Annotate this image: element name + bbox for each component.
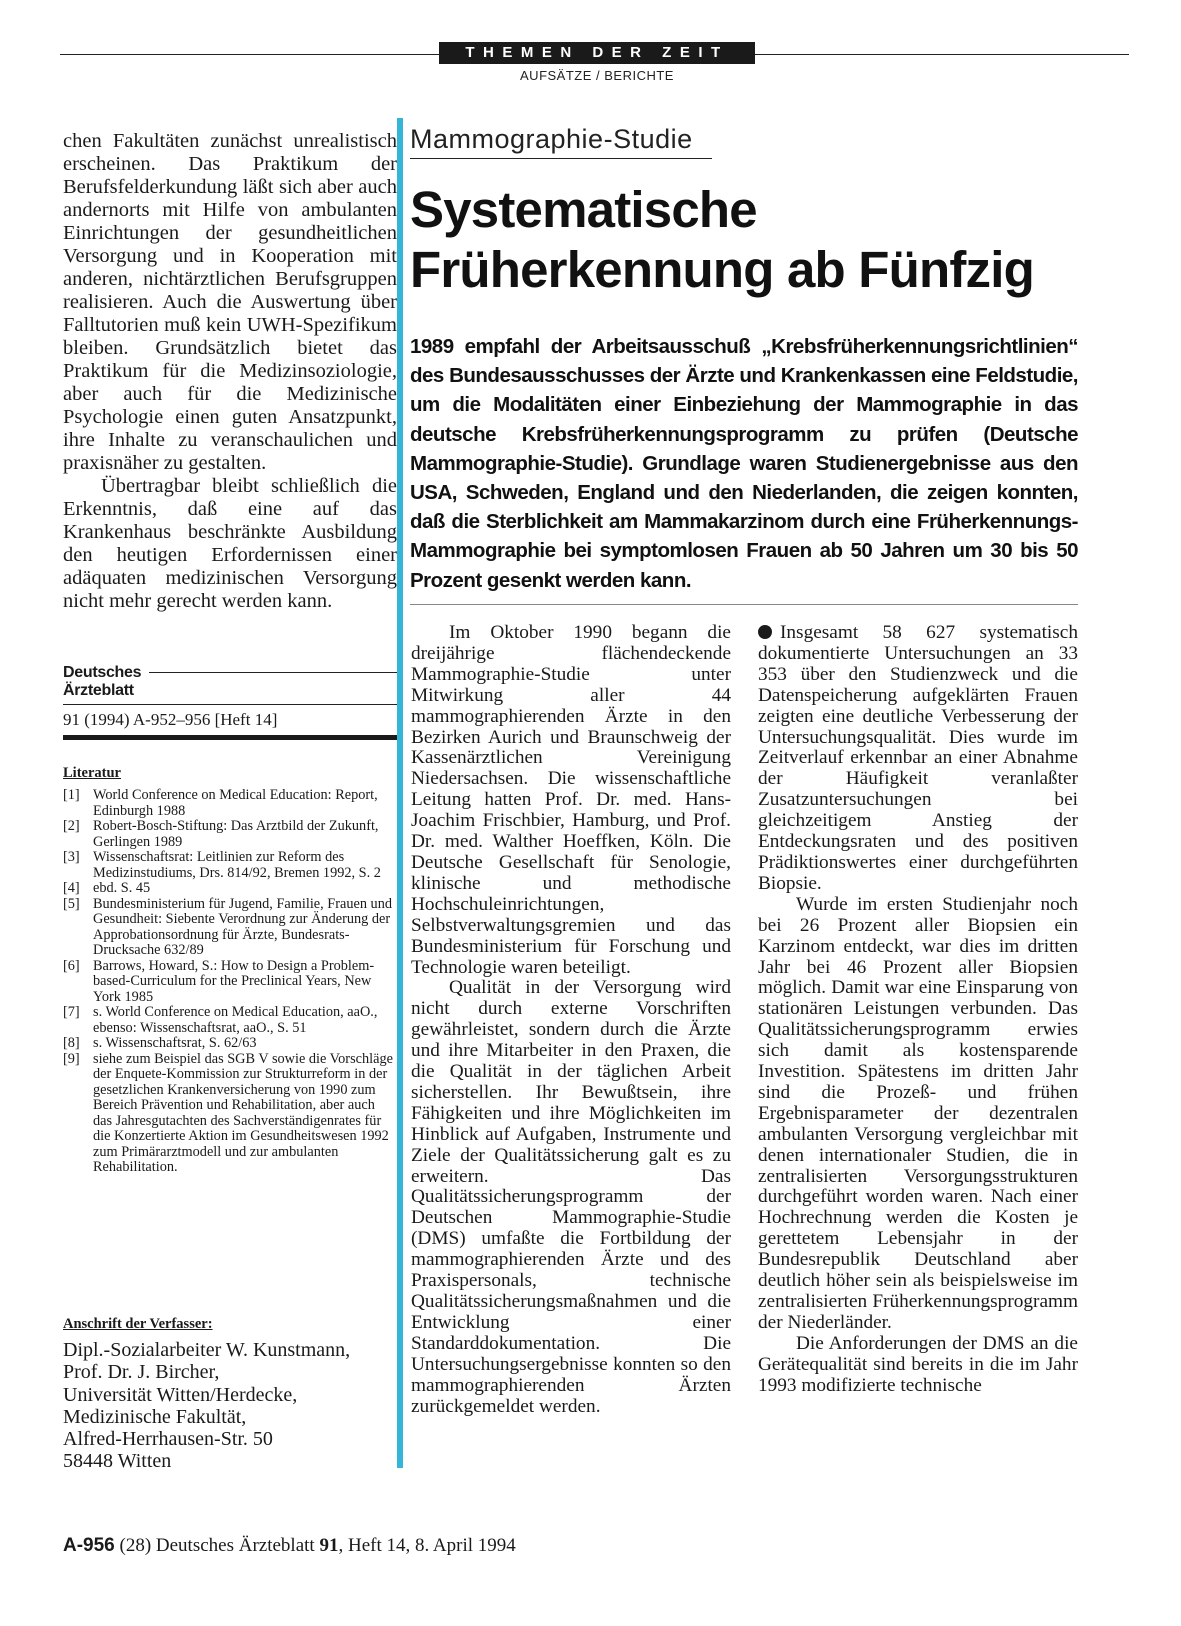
address-line: Alfred-Herrhausen-Str. 50 [63, 1428, 273, 1451]
left-paragraph: Übertragbar bleibt schließlich die Erkenntnis, daß eine auf das Krankenhaus beschränkte Ausbildung den heutigen Erfordernissen einer adäquaten medizinischen Versorgung nicht mehr gerecht werden kann. [63, 475, 397, 612]
literature-item [63, 819, 397, 850]
logo-rule [149, 672, 397, 673]
address-line: Dipl.-Sozialarbeiter W. Kunstmann, [63, 1339, 351, 1361]
literature-text: siehe zum Beispiel das SGB V sowie die Vorschläge der Enquete-Kommission zur Strukturreform in der gesetzlichen Krankenversicherung von 1990 zum Bereich Prävention und Rehabilitation, aber auch das Jahresgutachten des Sachverständigenrates für die Konzertierte Aktion im Gesundheitswesen 1992 zum Primärarztmodell und zur ambulanten Rehabilitation. [93, 1050, 393, 1175]
page-footer [63, 1535, 516, 1557]
address-line: Prof. Dr. J. Bircher, [63, 1361, 220, 1384]
article-paragraph: Wurde im ersten Studienjahr noch bei 26 Prozent aller Biopsien ein Karzinom entdeckt, war dies im dritten Jahr bei 46 Prozent aller Biopsien möglich. Damit war eine Einsparung von stationären Leistungen verbunden. Das Qualitätssicherungsprogramm erwies sich damit als kostensparende Investition. Spätestens im dritten Jahr sind die Prozeß- und frühen Ergebnisparameter der dezentralen ambulanten Versorgung vergleichbar mit denen internationaler Studien, die in zentralisierten Versorgungsstrukturen durchgeführt worden waren. Nach einer Hochrechnung werden die Kosten je gerettetem Lebensjahr in der Bundesrepublik Deutschland aber deutlich höher sein als beispielsweise im zentralisierten Früherkennungsprogramm der Niederländer. [758, 893, 1078, 1333]
citation: 91 (1994) A-952–956 [Heft 14] [63, 710, 278, 729]
literature-number: [1] [63, 787, 80, 803]
literature-item [63, 788, 397, 819]
literature-text: Barrows, Howard, S.: How to Design a Problem-based-Curriculum for the Preclinical Years, New York 1985 [93, 957, 375, 1005]
accent-bar [397, 118, 403, 1468]
journal-logo-line1: Deutsches [63, 664, 142, 681]
literature-text: Bundesministerium für Jugend, Familie, Frauen und Gesundheit: Siebente Verordnung zur Änderung der Approbationsordnung für Ärzte, Bundesrats-Drucksache 632/89 [93, 895, 393, 958]
literature-text: ebd. S. 45 [93, 880, 151, 896]
author-address [63, 1339, 350, 1473]
literature-text: Robert-Bosch-Stiftung: Das Arztbild der Zukunft, Gerlingen 1989 [93, 818, 379, 850]
citation-bar [63, 735, 397, 740]
literature-list [63, 788, 397, 1176]
left-paragraph: chen Fakultäten zunächst unrealistisch erscheinen. Das Praktikum der Berufsfelderkundung läßt sich aber auch andernorts mit Hilfe von ambulanten Einrichtungen der gesundheitlichen Versorgung und in Kooperation mit anderen, nichtärztlichen Berufsgruppen realisieren. Auch die Auswertung über Falltutorien muß kein UWH-Spezifikum bleiben. Grundsätzlich bietet das Praktikum für die Medizinsoziologie, aber auch für die Medizinische Psychologie einen guten Ansatzpunkt, ihre Inhalte zu veranschaulichen und praxisnäher zu gestalten. [63, 130, 397, 474]
literature-number: [8] [63, 1035, 80, 1051]
footer-journal: (28) Deutsches Ärzteblatt [119, 1535, 315, 1556]
footer-issue: , Heft 14, 8. April 1994 [338, 1535, 516, 1556]
literature-text: s. Wissenschaftsrat, S. 62/63 [93, 1035, 257, 1051]
article-paragraph: Die Anforderungen der DMS an die Gerätequalität sind bereits in die im Jahr 1993 modifizierte technische [758, 1332, 1078, 1396]
literature-item [63, 1052, 397, 1176]
journal-logo-line2: Ärzteblatt [63, 682, 134, 699]
left-column-text [63, 130, 397, 613]
article-paragraph: Insgesamt 58 627 systematisch dokumentierte Untersuchungen an 33 353 über den Studienzweck und die Datenspeicherung aufgeklärten Frauen zeigten eine deutliche Verbesserung der Untersuchungsqualität. Dies wurde im Zeitverlauf erkennbar an einer Abnahme der Häufigkeit veranlaßter Zusatzuntersuchungen bei gleichzeitigem Anstieg der Entdeckungsraten und des positiven Prädiktionswertes einer durchgeführten Biopsie. [758, 622, 1078, 894]
literature-item [63, 881, 397, 897]
section-banner: THEMEN DER ZEIT [439, 42, 755, 64]
lead-rule [410, 604, 1078, 605]
address-line: 58448 Witten [63, 1450, 172, 1473]
literature-item [63, 1005, 397, 1036]
literature-number: [9] [63, 1050, 80, 1067]
literature-item [63, 850, 397, 881]
page-code: A-956 [63, 1535, 115, 1556]
article-paragraph-bullet [758, 623, 1078, 895]
article-headline [410, 180, 1130, 300]
article-lead: 1989 empfahl der Arbeitsausschuß „Krebsfrüherkennungsrichtlinien“ des Bundesausschusses der Ärzte und Krankenkassen eine Feldstudie, um die Modalitäten einer Einbeziehung der Mammographie in das deutsche Krebsfrüherkennungsprogramm zu prüfen (Deutsche Mammographie-Studie). Grundlage waren Studienergebnisse aus den USA, Schweden, England und den Niederlanden, die zeigen konnten, daß die Sterblichkeit am Mammakarzinom durch eine Früherkennungs-Mammographie bei symptomlosen Frauen ab 50 Jahren um 30 bis 50 Prozent gesenkt werden kann. [410, 335, 1078, 592]
literature-number: [2] [63, 818, 80, 834]
literature-text: s. World Conference on Medical Education, aaO., ebenso: Wissenschaftsrat, aaO., S. 51 [93, 1004, 378, 1036]
address-line: Medizinische Fakultät, [63, 1405, 247, 1428]
article-paragraph: Qualität in der Versorgung wird nicht durch externe Vorschriften gewährleistet, sondern durch die Ärzte und ihre Mitarbeiter in den Praxen, die die Qualität in der täglichen Arbeit sicherstellen. Ihr Bewußtsein, ihre Fähigkeiten und ihre Möglichkeiten im Hinblick auf Aufgaben, Instrumente und Ziele der Qualitätssicherung galt es zu erweitern. Das Qualitätssicherungsprogramm der Deutschen Mammographie-Studie (DMS) umfaßte die Fortbildung der mammographierenden Ärzte und des Praxispersonals, technische Qualitätssicherungsmaßnahmen und die Entwicklung einer Standarddokumentation. Die Untersuchungsergebnisse konnten so den mammographierenden Ärzten zurückgemeldet werden. [411, 977, 731, 1417]
literature-number: [5] [63, 895, 80, 912]
article-column-1 [411, 623, 731, 1417]
address-line: Universität Witten/Herdecke, [63, 1383, 298, 1406]
literature-text: Wissenschaftsrat: Leitlinien zur Reform des Medizinstudiums, Drs. 814/92, Bremen 1992, S. 2 [93, 849, 381, 881]
bullet-icon [758, 625, 772, 639]
literature-heading: Literatur [63, 765, 121, 781]
logo-rule [63, 704, 397, 705]
article-paragraph: Im Oktober 1990 begann die dreijährige flächendeckende Mammographie-Studie unter Mitwirkung aller 44 mammographierenden Ärzte in den Bezirken Aurich und Braunschweig der Kassenärztlichen Vereinigung Niedersachsen. Die wissenschaftliche Leitung hatten Prof. Dr. med. Hans-Joachim Frischbier, Hamburg, und Prof. Dr. med. Walther Hoeffken, Köln. Die Deutsche Gesellschaft für Senologie, klinische und methodische Hochschuleinrichtungen, Selbstverwaltungsgremien und das Bundesministerium für Forschung und Technologie waren beteiligt. [411, 622, 731, 978]
literature-number: [3] [63, 849, 80, 865]
literature-text: World Conference on Medical Education: Report, Edinburgh 1988 [93, 787, 378, 819]
kicker-rule [410, 158, 712, 159]
literature-number: [7] [63, 1004, 80, 1020]
section-subtitle: AUFSÄTZE / BERICHTE [520, 68, 674, 83]
headline-line: Systematische [410, 181, 757, 238]
literature-item [63, 959, 397, 1006]
literature-item [63, 897, 397, 959]
article-kicker: Mammographie-Studie [410, 124, 693, 154]
literature-item [63, 1036, 397, 1052]
journal-logo [63, 664, 397, 704]
headline-line: Früherkennung ab Fünfzig [410, 241, 1034, 298]
address-heading: Anschrift der Verfasser: [63, 1316, 213, 1332]
literature-number: [6] [63, 957, 80, 974]
article-column-2 [758, 623, 1078, 1397]
literature-number: [4] [63, 880, 80, 896]
footer-volume: 91 [319, 1535, 339, 1556]
